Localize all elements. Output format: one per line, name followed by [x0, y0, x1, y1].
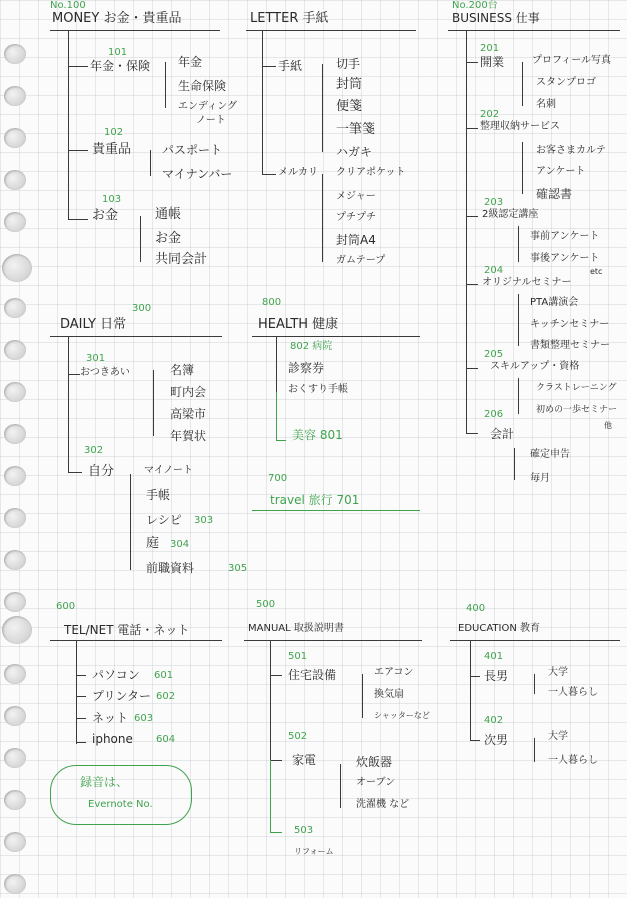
category-koza: 2級認定講座 [482, 209, 539, 220]
travel-label: travel 旅行 701 [270, 493, 360, 507]
section-title-letter: LETTER 手紙 [250, 11, 329, 26]
section-title-telnet: TEL/NET 電話・ネット [64, 623, 190, 637]
code-302: 302 [84, 445, 104, 456]
page-number-right: No.200台 [452, 0, 498, 11]
binder-hole [4, 592, 26, 612]
tree-branch [262, 174, 276, 175]
note-line-1: 録音は、 [80, 775, 129, 789]
code-700: 700 [268, 473, 288, 484]
code-202: 202 [480, 109, 500, 120]
binder-hole-large [2, 254, 32, 282]
tree-branch [466, 433, 478, 434]
section-title-manual: MANUAL 取扱説明書 [248, 623, 344, 634]
item: レシピ [146, 513, 182, 527]
code-604: 604 [156, 734, 176, 745]
code-304: 304 [170, 539, 190, 550]
binder-hole [4, 832, 26, 852]
item: PTA講演会 [530, 297, 579, 308]
item: 初めの一歩セミナー [536, 405, 618, 415]
binder-hole [4, 170, 26, 190]
category-kaden: 家電 [292, 753, 317, 767]
item: 一人暮らし [548, 755, 598, 766]
tree-branch [76, 696, 86, 697]
item: ノート [196, 115, 226, 126]
item: 他 [604, 421, 612, 430]
tree-trunk [76, 640, 77, 744]
tree-branch-green [270, 832, 282, 833]
binder-hole [4, 298, 26, 318]
binder-hole [4, 44, 26, 64]
category-seiri: 整理収納サービス [480, 121, 560, 132]
item: パソコン [92, 668, 140, 682]
item: エンディング [178, 101, 237, 112]
item: クリアポケット [336, 167, 406, 178]
tree-branch [534, 674, 535, 694]
tree-trunk [470, 640, 471, 740]
code-802: 802 病院 [290, 341, 333, 352]
item: アンケート [536, 166, 586, 177]
tree-branch [165, 62, 166, 108]
binder-hole [4, 664, 26, 684]
tree-branch [518, 226, 519, 262]
item: 封筒 [336, 77, 363, 92]
code-602: 602 [156, 691, 176, 702]
tree-branch [130, 474, 131, 570]
item: 事後アンケート [530, 253, 600, 264]
code-601: 601 [154, 670, 174, 681]
tree-branch [150, 150, 151, 176]
section-title-business: BUSINESS 仕事 [452, 11, 540, 25]
category-chonan: 長男 [484, 669, 509, 683]
tree-branch [466, 216, 478, 217]
tree-branch [68, 374, 80, 375]
tree-branch [522, 62, 523, 106]
beauty: 美容 801 [292, 428, 343, 442]
note-line-2: Evernote No. [88, 799, 153, 810]
code-500: 500 [256, 599, 276, 610]
tree-branch [270, 675, 282, 676]
code-303: 303 [194, 515, 214, 526]
tree-branch [322, 174, 323, 262]
tree-branch [466, 284, 478, 285]
tree-branch-green [276, 440, 286, 441]
item: 名刺 [536, 99, 556, 110]
category-kaigyo: 開業 [480, 55, 505, 69]
tree-trunk [262, 30, 263, 174]
binder-hole [4, 550, 26, 570]
tree-branch [518, 294, 519, 346]
category-kaikei: 会計 [490, 427, 515, 441]
tree-branch-green [276, 392, 277, 440]
item: 高梁市 [170, 407, 207, 421]
tree-trunk [68, 336, 69, 472]
tree-branch [76, 718, 86, 719]
item: 封筒A4 [336, 233, 376, 247]
category-jibun: 自分 [88, 464, 115, 479]
title-underline [50, 30, 220, 31]
binder-hole [4, 340, 26, 360]
item: 名簿 [170, 363, 195, 377]
item: スタンプロゴ [536, 77, 596, 88]
binder-hole [4, 86, 26, 106]
item: 書類整理セミナー [530, 340, 610, 351]
item: 前職資料 [146, 561, 195, 575]
tree-trunk [466, 30, 467, 434]
code-603: 603 [134, 713, 154, 724]
item: パスポート [162, 143, 223, 157]
item: 大学 [548, 731, 568, 742]
item: etc [590, 267, 603, 276]
code-501: 501 [288, 651, 308, 662]
tree-branch [68, 66, 88, 67]
tree-branch [466, 128, 478, 129]
binder-hole [4, 706, 26, 726]
tree-branch [262, 66, 276, 67]
code-206: 206 [484, 409, 504, 420]
item: 町内会 [170, 385, 207, 399]
tree-branch [466, 62, 478, 63]
item: 炊飯器 [356, 755, 393, 769]
tree-branch [270, 760, 282, 761]
item: リフォーム [294, 847, 334, 856]
code-103: 103 [102, 194, 122, 205]
section-title-education: EDUCATION 教育 [458, 623, 540, 634]
code-205: 205 [484, 349, 504, 360]
item: 毎月 [530, 473, 550, 484]
item: 共同会計 [155, 252, 208, 267]
title-underline [246, 30, 416, 31]
item: プチプチ [336, 212, 376, 223]
category-merukari: メルカリ [278, 167, 318, 178]
item: 洗濯機 など [356, 799, 410, 810]
code-300: 300 [132, 303, 152, 314]
code-301: 301 [86, 353, 106, 364]
item: マイナンバー [162, 167, 233, 181]
item: プリンター [92, 689, 152, 703]
item: 一人暮らし [548, 687, 598, 698]
tree-branch [68, 150, 88, 151]
binder-hole [4, 874, 26, 894]
item: マイノート [144, 465, 193, 476]
category-otsukiai: おつきあい [80, 367, 130, 378]
tree-branch [534, 738, 535, 762]
item: iphone [92, 732, 133, 746]
item: 手帳 [146, 488, 171, 502]
category-valuables: 貴重品 [92, 142, 132, 157]
tree-branch [76, 742, 86, 743]
binder-hole [4, 382, 26, 402]
tree-branch [466, 368, 478, 369]
tree-trunk [276, 336, 277, 392]
binder-hole [4, 424, 26, 444]
title-underline [252, 336, 420, 337]
code-800: 800 [262, 297, 282, 308]
category-jutaku: 住宅設備 [288, 668, 337, 682]
item: 年金 [178, 55, 203, 69]
title-underline [448, 30, 620, 31]
binder-hole [4, 128, 26, 148]
category-original: オリジナルセミナー [482, 277, 572, 288]
section-title-money: MONEY お金・貴重品 [52, 11, 182, 26]
tree-trunk [270, 640, 271, 760]
binder-hole [4, 212, 26, 232]
code-305: 305 [228, 563, 248, 574]
code-402: 402 [484, 715, 504, 726]
tree-branch [322, 64, 323, 152]
item: オーブン [356, 777, 396, 788]
binder-hole [4, 508, 26, 528]
item: キッチンセミナー [530, 319, 610, 330]
tree-trunk [68, 30, 69, 220]
item: ハガキ [336, 145, 373, 159]
page-number: No.100 [50, 0, 86, 11]
tree-branch [522, 142, 523, 194]
item: 一筆箋 [336, 122, 376, 137]
item: おくすり手帳 [288, 384, 348, 395]
category-cash: お金 [92, 208, 119, 223]
category-tegami: 手紙 [278, 59, 303, 73]
code-101: 101 [108, 47, 128, 58]
item: 大学 [548, 667, 568, 678]
code-401: 401 [484, 651, 504, 662]
tree-branch [68, 219, 88, 220]
code-203: 203 [484, 197, 504, 208]
binder-hole-large [2, 616, 32, 644]
item: 事前アンケート [530, 231, 600, 242]
category-skill: スキルアップ・資格 [490, 361, 580, 372]
code-502: 502 [288, 731, 308, 742]
item: 便箋 [336, 99, 363, 114]
item: エアコン [374, 667, 414, 678]
tree-branch [140, 216, 141, 262]
section-title-daily: DAILY 日常 [60, 317, 127, 332]
item: 庭 [146, 536, 160, 551]
item: お客さまカルテ [536, 145, 606, 156]
tree-branch [362, 674, 363, 718]
tree-branch [470, 740, 480, 741]
title-underline [50, 336, 222, 337]
item: 生命保険 [178, 79, 227, 93]
title-underline-green [252, 510, 420, 511]
item: 診察券 [288, 361, 325, 375]
tree-branch [76, 675, 86, 676]
tree-branch [340, 764, 341, 808]
item: クラストレーニング [536, 383, 617, 393]
tree-branch [470, 676, 480, 677]
title-underline [450, 640, 620, 641]
code-201: 201 [480, 43, 500, 54]
code-600: 600 [56, 601, 76, 612]
binder-hole [4, 748, 26, 768]
item: ガムテープ [336, 255, 386, 266]
item: 確定申告 [530, 449, 570, 460]
item: お金 [155, 231, 182, 246]
item: メジャー [336, 191, 376, 202]
tree-branch [153, 370, 154, 436]
category-pension: 年金・保険 [90, 59, 151, 73]
note-bubble [50, 765, 192, 825]
code-400: 400 [466, 603, 486, 614]
binder-hole [4, 790, 26, 810]
category-jinan: 次男 [484, 733, 509, 747]
item: 確認書 [536, 187, 573, 201]
code-503: 503 [294, 825, 314, 836]
code-204: 204 [484, 265, 504, 276]
item: 切手 [336, 57, 361, 71]
binder-hole [4, 466, 26, 486]
tree-branch [68, 472, 82, 473]
item: ネット [92, 711, 129, 725]
tree-branch [514, 448, 515, 480]
tree-branch [518, 378, 519, 414]
item: 換気扇 [374, 689, 404, 700]
item: プロフィール写真 [532, 55, 611, 66]
tree-branch-green [270, 760, 271, 832]
item: 年賀状 [170, 429, 207, 443]
section-title-health: HEALTH 健康 [258, 317, 339, 332]
item: シャッターなど [374, 711, 430, 720]
code-102: 102 [104, 127, 124, 138]
item: 通帳 [155, 207, 182, 222]
